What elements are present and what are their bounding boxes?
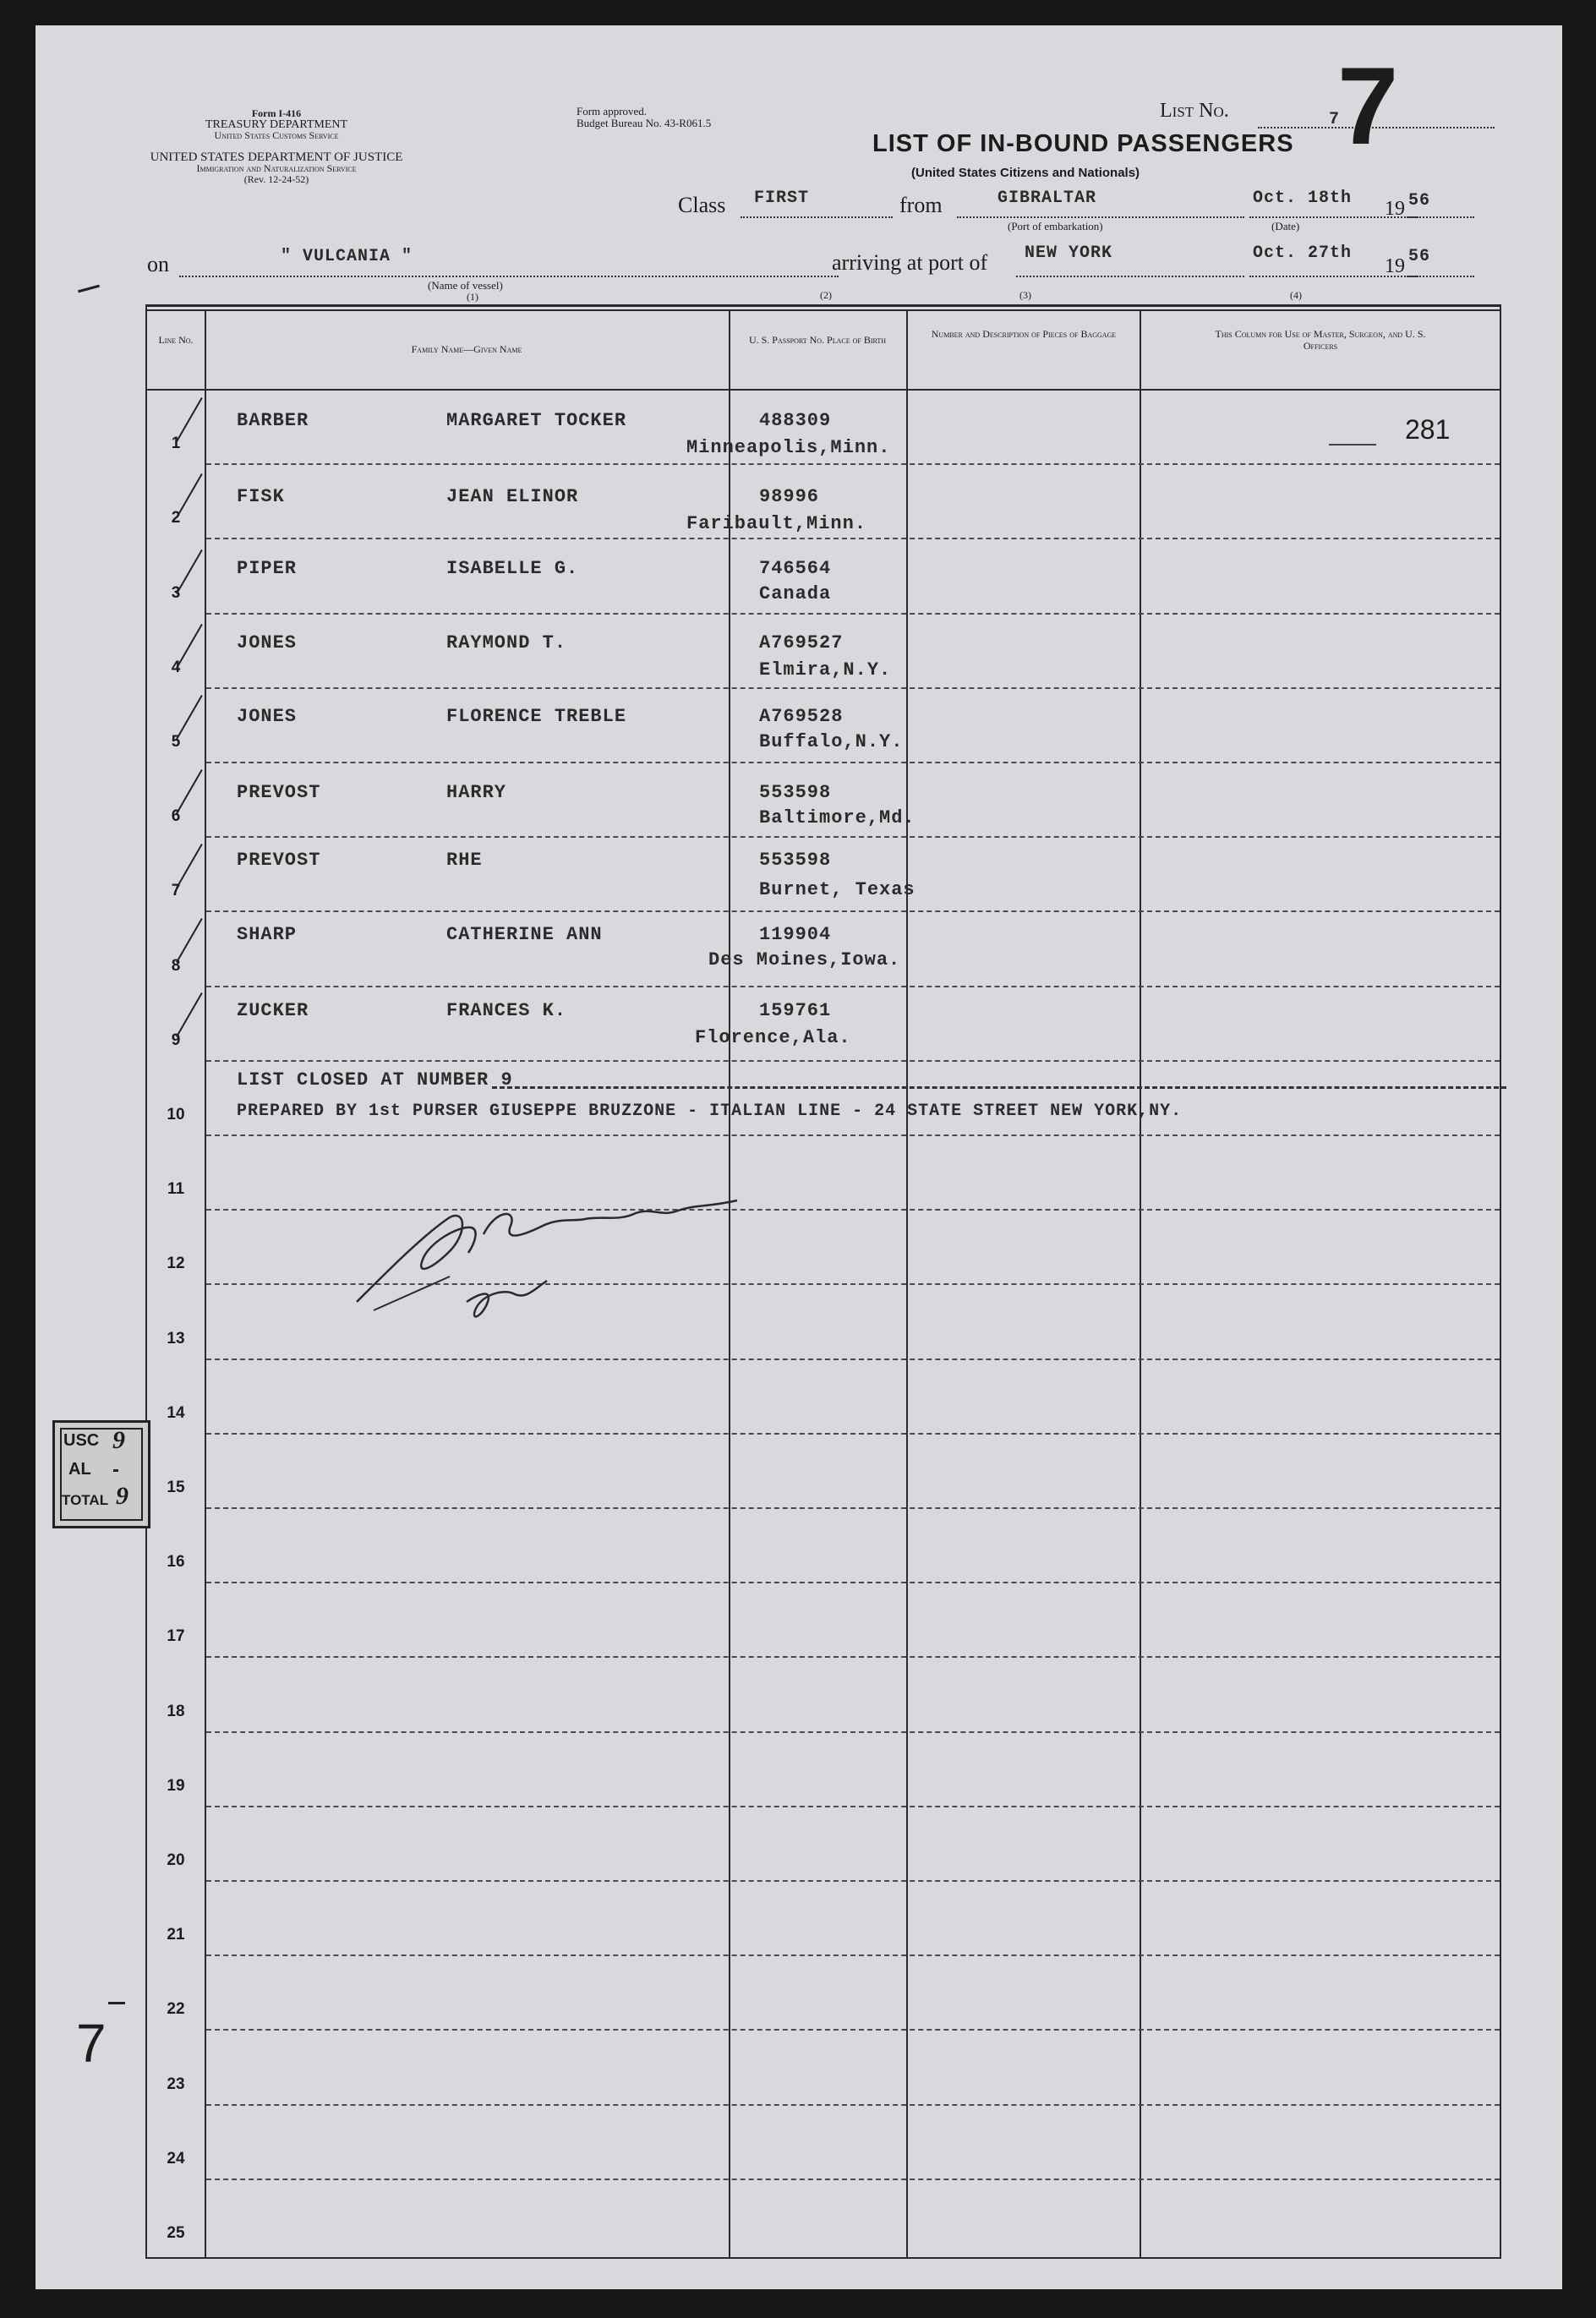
- row-separator: [206, 2029, 1500, 2031]
- depart-year-prefix: 19: [1385, 198, 1405, 220]
- row-separator: [206, 1134, 1500, 1136]
- row-separator: [206, 1954, 1500, 1956]
- prepared-by-line: PREPARED BY 1st PURSER GIUSEPPE BRUZZONE - ITALIAN LINE - 24 STATE STREET NEW YORK,NY.: [237, 1102, 1183, 1121]
- passenger-given-name: CATHERINE ANN: [446, 924, 603, 945]
- table-left-border: [145, 304, 147, 2259]
- passenger-birthplace: Baltimore,Md.: [759, 807, 916, 828]
- purser-signature: [323, 1175, 779, 1361]
- form-approved: Form approved.: [577, 105, 648, 118]
- depart-year-line: [1407, 216, 1474, 218]
- passenger-birthplace: Elmira,N.Y.: [759, 659, 892, 681]
- arrival-port: NEW YORK: [1025, 243, 1113, 263]
- passenger-passport: 553598: [759, 782, 832, 803]
- passenger-family-name: PREVOST: [237, 782, 321, 803]
- passenger-family-name: FISK: [237, 486, 285, 507]
- class-line: [741, 216, 893, 218]
- manifest-sheet: [36, 25, 1562, 2289]
- passenger-passport: 746564: [759, 558, 832, 579]
- passenger-given-name: FLORENCE TREBLE: [446, 706, 627, 727]
- arrive-year-line: [1407, 276, 1474, 277]
- line-number: 3: [171, 584, 181, 602]
- passenger-birthplace: Burnet, Texas: [759, 879, 916, 900]
- row-separator: [206, 1582, 1500, 1583]
- vessel-name: " VULCANIA ": [281, 247, 413, 266]
- line-number: 5: [171, 733, 181, 751]
- row-separator: [206, 986, 1500, 987]
- passenger-given-name: RHE: [446, 850, 483, 871]
- line-number: 17: [167, 1627, 185, 1645]
- arriving-label: arriving at port of: [832, 250, 988, 275]
- department-of-justice: UNITED STATES DEPARTMENT OF JUSTICE: [150, 150, 403, 164]
- list-no-label: List No.: [1160, 100, 1229, 122]
- col-head-baggage: Number and Description of Pieces of Baggage: [931, 328, 1117, 340]
- approval-block: [577, 106, 711, 129]
- stamp-total-label: TOTAL: [62, 1492, 109, 1508]
- passenger-given-name: ISABELLE G.: [446, 558, 579, 579]
- passenger-family-name: BARBER: [237, 410, 309, 431]
- date-caption: (Date): [1271, 220, 1300, 232]
- line-number: 11: [167, 1180, 185, 1198]
- from-label: from: [899, 193, 943, 217]
- header-bottom-border: [145, 389, 1501, 391]
- passenger-family-name: PREVOST: [237, 850, 321, 871]
- col-num-4: (4): [1290, 289, 1302, 301]
- line-number: 24: [167, 2150, 185, 2168]
- passenger-family-name: JONES: [237, 706, 298, 727]
- stamp-total-value: 9: [116, 1482, 128, 1510]
- margin-tick: [78, 285, 100, 293]
- passenger-passport: 488309: [759, 410, 832, 431]
- line-number: 25: [167, 2224, 185, 2242]
- on-label: on: [147, 252, 169, 276]
- table-right-border: [1500, 304, 1501, 2259]
- passenger-given-name: HARRY: [446, 782, 507, 803]
- line-number: 6: [171, 807, 181, 825]
- ins-service: Immigration and Naturalization Service: [196, 162, 357, 174]
- passenger-birthplace: Canada: [759, 583, 832, 604]
- vessel-caption: (Name of vessel): [428, 279, 503, 292]
- passenger-birthplace: Buffalo,N.Y.: [759, 731, 904, 752]
- row-separator: [206, 1880, 1500, 1882]
- row-separator: [206, 1507, 1500, 1509]
- treasury-department: TREASURY DEPARTMENT: [205, 118, 348, 131]
- line-number: 2: [171, 509, 181, 527]
- stamp-al-label: AL: [68, 1460, 91, 1479]
- officer-note: 281: [1405, 414, 1451, 445]
- row-separator: [206, 1656, 1500, 1658]
- row-separator: [206, 910, 1500, 912]
- line-number: 15: [167, 1479, 185, 1496]
- line-number: 18: [167, 1703, 185, 1720]
- page-title: LIST OF IN-BOUND PASSENGERS: [872, 130, 1294, 157]
- passenger-given-name: RAYMOND T.: [446, 632, 567, 653]
- from-line: [957, 216, 1244, 218]
- passenger-passport: A769527: [759, 632, 844, 653]
- passenger-passport: 159761: [759, 1000, 832, 1021]
- passenger-given-name: MARGARET TOCKER: [446, 410, 627, 431]
- passenger-birthplace: Faribault,Minn.: [686, 513, 867, 534]
- passenger-birthplace: Minneapolis,Minn.: [686, 437, 891, 458]
- vessel-caption-num: (1): [467, 291, 478, 303]
- budget-bureau: Budget Bureau No. 43-R061.5: [577, 117, 712, 129]
- margin-number: 7: [76, 2013, 107, 2074]
- line-number: 14: [167, 1404, 185, 1422]
- passenger-passport: A769528: [759, 706, 844, 727]
- passenger-given-name: FRANCES K.: [446, 1000, 567, 1021]
- passenger-passport: 119904: [759, 924, 832, 945]
- list-closed-dashes: [492, 1086, 1506, 1089]
- usc-total-stamp: [52, 1420, 150, 1528]
- form-number: Form I-416: [251, 107, 302, 119]
- passenger-given-name: JEAN ELINOR: [446, 486, 579, 507]
- passenger-birthplace: Des Moines,Iowa.: [708, 949, 901, 970]
- row-separator: [206, 1731, 1500, 1733]
- depart-date: Oct. 18th: [1253, 189, 1353, 208]
- line-number: 9: [171, 1031, 181, 1049]
- table-top-border-inner: [145, 309, 1501, 311]
- class-value: FIRST: [754, 189, 810, 208]
- passenger-passport: 98996: [759, 486, 820, 507]
- line-number: 23: [167, 2075, 185, 2093]
- stamp-al-value: -: [112, 1458, 119, 1481]
- stamp-usc-value: 9: [112, 1426, 125, 1454]
- customs-service: United States Customs Service: [214, 129, 339, 141]
- line-number: 16: [167, 1553, 185, 1571]
- row-separator: [206, 687, 1500, 689]
- passenger-family-name: JONES: [237, 632, 298, 653]
- revision-date: (Rev. 12-24-52): [243, 173, 309, 185]
- passenger-birthplace: Florence,Ala.: [695, 1027, 851, 1048]
- passenger-family-name: SHARP: [237, 924, 298, 945]
- table-bottom-border: [145, 2257, 1501, 2259]
- depart-year: 56: [1408, 191, 1431, 210]
- table-top-border: [145, 304, 1501, 307]
- line-number: 13: [167, 1330, 185, 1348]
- officer-dash: [1329, 444, 1376, 446]
- line-number: 1: [171, 435, 181, 452]
- row-separator: [206, 2104, 1500, 2106]
- line-number: 4: [171, 659, 181, 676]
- col-head-name: Family Name—Given Name: [411, 343, 522, 355]
- line-number: 8: [171, 957, 181, 975]
- port-of-embarkation-caption: (Port of embarkation): [1008, 220, 1103, 232]
- arrival-date: Oct. 27th: [1253, 243, 1353, 263]
- list-no-value: 7: [1329, 110, 1341, 129]
- row-separator: [206, 463, 1500, 465]
- line-number: 20: [167, 1851, 185, 1869]
- page-subtitle: (United States Citizens and Nationals): [911, 166, 1140, 180]
- passenger-family-name: ZUCKER: [237, 1000, 309, 1021]
- col-head-line-no: Line No.: [158, 334, 194, 346]
- line-number: 12: [167, 1255, 185, 1272]
- arrive-year: 56: [1408, 247, 1431, 266]
- big-list-number: 7: [1337, 44, 1399, 167]
- row-separator: [206, 1433, 1500, 1435]
- vessel-line: [179, 276, 839, 277]
- arrive-year-prefix: 19: [1385, 255, 1405, 277]
- line-number: 19: [167, 1777, 185, 1795]
- line-number: 22: [167, 2000, 185, 2018]
- row-separator: [206, 613, 1500, 615]
- line-number: 10: [167, 1106, 185, 1123]
- margin-dash: [108, 2002, 125, 2004]
- line-number: 7: [171, 882, 181, 899]
- agency-header: [145, 152, 407, 185]
- col-head-officers: This Column for Use of Master, Surgeon, and U. S. Officers: [1215, 328, 1426, 352]
- row-separator: [206, 1060, 1500, 1062]
- row-separator: [206, 1806, 1500, 1807]
- line-number: 21: [167, 1926, 185, 1944]
- col-head-passport: U. S. Passport No. Place of Birth: [748, 334, 887, 346]
- row-separator: [206, 762, 1500, 763]
- col-num-3: (3): [1019, 289, 1031, 301]
- row-separator: [206, 538, 1500, 539]
- class-label: Class: [678, 193, 726, 217]
- arrival-port-line: [1016, 276, 1244, 277]
- form-header: [179, 108, 374, 141]
- row-separator: [206, 2179, 1500, 2180]
- row-separator: [206, 836, 1500, 838]
- from-value: GIBRALTAR: [998, 189, 1097, 208]
- stamp-usc-label: USC: [63, 1431, 100, 1450]
- passenger-passport: 553598: [759, 850, 832, 871]
- list-closed-line: LIST CLOSED AT NUMBER 9: [237, 1069, 513, 1091]
- col-num-2: (2): [820, 289, 832, 301]
- passenger-family-name: PIPER: [237, 558, 298, 579]
